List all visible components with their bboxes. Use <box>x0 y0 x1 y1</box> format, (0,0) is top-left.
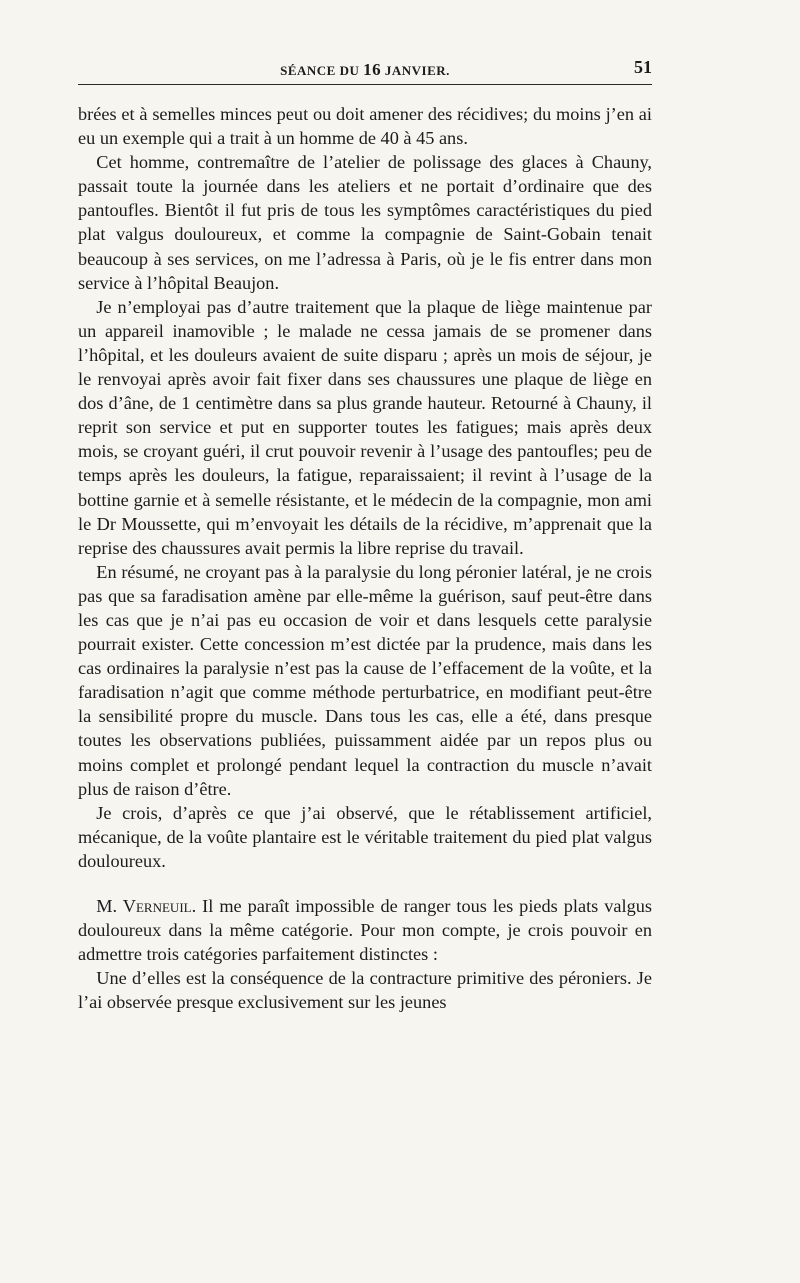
paragraph-summary: En résumé, ne croyant pas à la paralysie du long péronier latéral, je ne crois pas que sa faradisation amène par elle-même la guérison, sauf peut-être dans les cas que je n’ai pas eu occasion de voir et dans lesquels cette paralysie pourrait exister. Cette concession m’est dictée par la prudence, mais dans les cas ordinaires la paralysie n’est pas la cause de l’effacement de la voûte, et la faradisation n’agit que comme méthode perturbatrice, en modifiant peut-être la sensibilité propre du muscle. Dans tous les cas, elle a été, dans presque toutes les observations publiées, puissamment aidée par un repos plus ou moins complet et prolongé pendant lequel la contraction du muscle n’avait plus de raison d’être. <box>78 561 652 799</box>
paragraph-case-description: Cet homme, contremaître de l’atelier de polissage des glaces à Chauny, passait toute la journée dans les ateliers et ne portait d’ordinaire que des pantoufles. Bientôt il fut pris de tous les symptômes caractéristiques du pied plat valgus douloureux, et comme la compagnie de Saint-Gobain tenait beaucoup à ses services, on me l’adressa à Paris, où je le fis entrer dans mon service à l’hôpital Beaujon. <box>78 152 652 293</box>
page-number: 51 <box>634 57 652 77</box>
book-page <box>78 56 652 1014</box>
body-text <box>78 102 652 1014</box>
paragraph-continuation: brées et à semelles minces peut ou doit amener des récidives; du moins j’en ai eu un exemple qui a trait à un homme de 40 à 45 ans. <box>78 104 652 149</box>
speaker-name: M. Verneuil. <box>96 896 197 916</box>
paragraph-treatment: Je n’employai pas d’autre traitement que la plaque de liège maintenue par un appareil inamovible ; le malade ne cessa jamais de se promener dans l’hôpital, et les douleurs avaient de suite disparu ; après un mois de séjour, je le renvoyai après avoir fait fixer dans ses chaussures une plaque de liège en dos d’âne, de 1 centimètre dans sa plus grande hauteur. Retourné à Chauny, il reprit son service et put en supporter toutes les fatigues; mais après deux mois, se croyant guéri, il crut pouvoir revenir à l’usage des pantoufles; peu de temps après les douleurs, la fatigue, reparaissaient; il revint à l’usage de la bottine garnie et à semelle résistante, et le médecin de la compagnie, mon ami le Dr Moussette, qui m’envoyait les détails de la récidive, m’apprenait que la reprise des chaussures avait permis la libre reprise du travail. <box>78 296 652 558</box>
running-head <box>78 60 652 80</box>
running-head-suffix: JANVIER. <box>381 63 450 78</box>
paragraph-final: Une d’elles est la conséquence de la contracture primitive des péroniers. Je l’ai observée presque exclusivement sur les jeunes <box>78 968 652 1013</box>
running-head-prefix: SÉANCE DU <box>280 63 364 78</box>
paragraph-speech <box>78 894 652 966</box>
paragraph-conclusion: Je crois, d’après ce que j’ai observé, que le rétablissement artificiel, mécanique, de la voûte plantaire est le véritable traitement du pied plat valgus douloureux. <box>78 802 652 871</box>
speech-text: Il me paraît impossible de ranger tous les pieds plats valgus douloureux dans la même catégorie. Pour mon compte, je crois pouvoir en admettre trois catégories parfaitement distinctes : <box>78 896 653 965</box>
page-header <box>78 56 652 85</box>
running-head-day: 16 <box>363 60 382 79</box>
